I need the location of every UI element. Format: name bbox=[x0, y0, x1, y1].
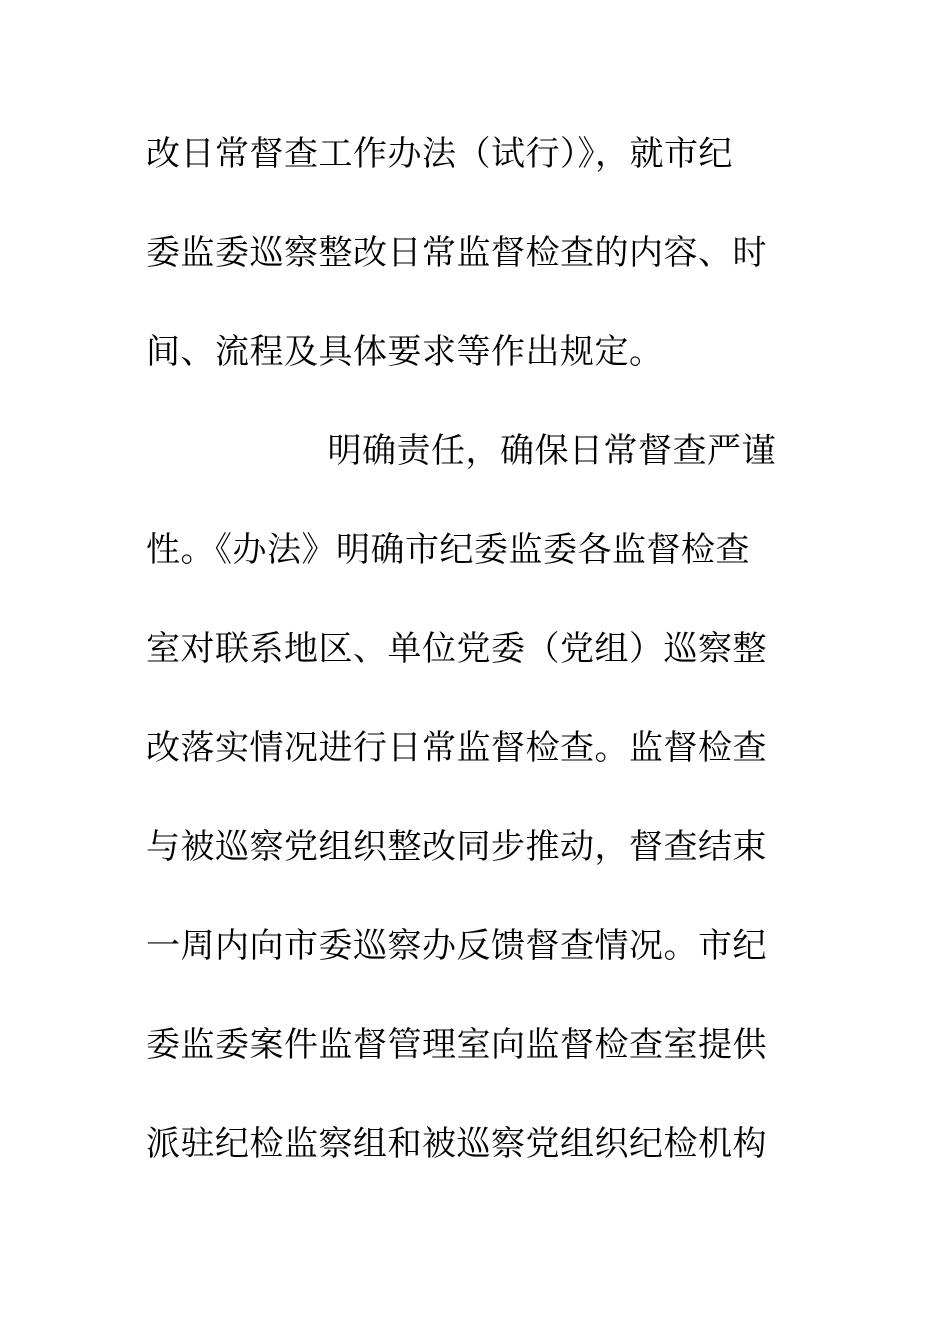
text-line: 与被巡察党组织整改同步推动，督查结束 bbox=[146, 827, 767, 867]
text-line: 委监委案件监督管理室向监督检查室提供 bbox=[146, 1025, 767, 1065]
text-line: 室对联系地区、单位党委（党组）巡察整 bbox=[146, 629, 767, 669]
text-line: 一周内向市委巡察办反馈督查情况。市纪 bbox=[146, 926, 767, 966]
body-text bbox=[146, 124, 786, 1213]
text-line: 派驻纪检监察组和被巡察党组织纪检机构 bbox=[146, 1124, 767, 1164]
text-line: 改日常督查工作办法（试行）》，就市纪 bbox=[146, 134, 733, 174]
text-line: 改落实情况进行日常监督检查。监督检查 bbox=[146, 728, 767, 768]
text-line: 性。《办法》明确市纪委监委各监督检查 bbox=[146, 530, 750, 570]
text-line: 委监委巡察整改日常监督检查的内容、时 bbox=[146, 233, 767, 273]
section-heading-line: 明确责任，确保日常督查严谨 bbox=[327, 431, 776, 471]
text-line: 间、流程及具体要求等作出规定。 bbox=[146, 332, 664, 372]
